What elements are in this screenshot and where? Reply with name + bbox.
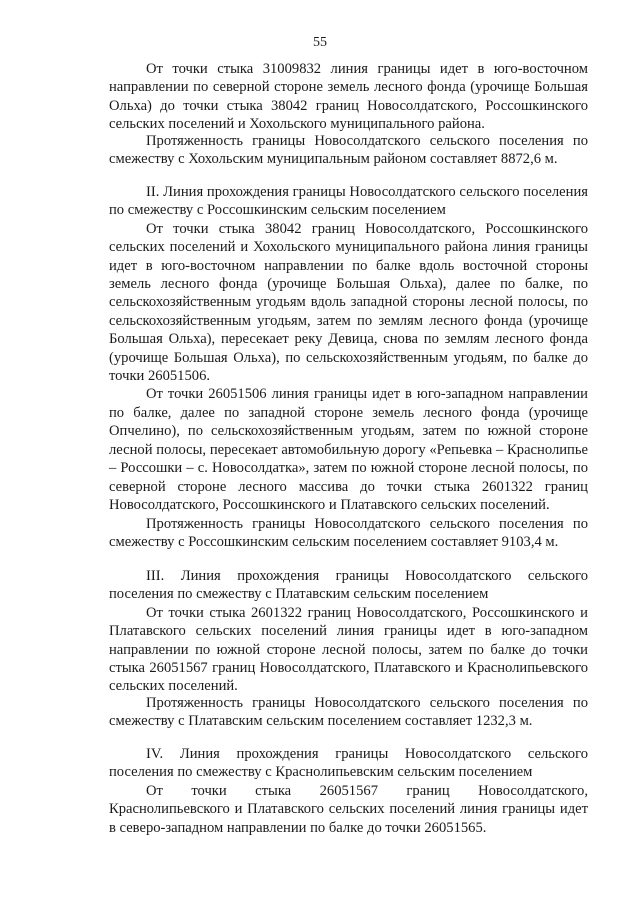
paragraph: Протяженность границы Новосолдатского сельского поселения по смежеству с Россошкинским сельским поселением составляет 9103,4 м. (109, 516, 588, 551)
paragraph: От точки 26051506 линия границы идет в юго-западном направлении по балке, далее по западной стороне земель лесного фонда (урочище Опчелино), по сельскохозяйственным угодьям, затем по южной стороне лесной полосы, пересекает автомобильную дорогу «Репьевка – Краснолипье – Россошки – с. Новосолдатка», затем по южной стороне лесной полосы, по северной стороне лесного массива до точки стыка 2601322 границ Новосолдатского, Россошкинского и Платавского сельских поселений. (109, 386, 588, 513)
section-3 (109, 567, 588, 696)
page-number: 55 (313, 35, 327, 50)
paragraph: Протяженность границы Новосолдатского сельского поселения по смежеству с Платавским сельским поселением составляет 1232,3 м. (109, 695, 588, 730)
section-4 (109, 745, 588, 837)
paragraph: От точки стыка 31009832 линия границы идет в юго-восточном направлении по северной стороне земель лесного фонда (урочище Большая Ольха) до точки стыка 38042 границ Новосолдатского, Россошкинского сельских поселений и Хохольского муниципального района. (109, 61, 588, 133)
paragraph: III. Линия прохождения границы Новосолдатского сельского поселения по смежеству с Платавским сельским поселением (109, 568, 588, 603)
text-block-6 (109, 694, 588, 731)
paragraph: Протяженность границы Новосолдатского сельского поселения по смежеству с Хохольским муниципальным районом составляет 8872,6 м. (109, 133, 588, 168)
paragraph: II. Линия прохождения границы Новосолдатского сельского поселения по смежеству с Россошкинским сельским поселением (109, 184, 588, 219)
paragraph: IV. Линия прохождения границы Новосолдатского сельского поселения по смежеству с Краснолипьевским сельским поселением (109, 746, 588, 781)
section-2 (109, 183, 588, 514)
text-block-2 (109, 132, 588, 169)
paragraph: От точки стыка 38042 границ Новосолдатского, Россошкинского сельских поселений и Хохольского муниципального района линия границы идет в юго-восточном направлении по балке вдоль восточной стороны земель лесного фонда (урочище Большая Ольха), далее по балке, по сельскохозяйственным угодьям вдоль западной стороны лесной полосы, по сельскохозяйственным угодьям, затем по землям лесного фонда (урочище Большая Ольха), пересекает реку Девица, снова по землям лесного фонда (урочище Большая Ольха), по сельскохозяйственным угодьям, по балке до точки 26051506. (109, 220, 588, 385)
paragraph: От точки стыка 26051567 границ Новосолдатского, Краснолипьевского и Платавского сельских поселений линия границы идет в северо-западном направлении по балке до точки 26051565. (109, 782, 588, 836)
text-block-1 (109, 60, 588, 134)
paragraph: От точки стыка 2601322 границ Новосолдатского, Россошкинского и Платавского сельских поселений линия границы идет в юго-западном направлении по южной стороне лесной полосы, затем по балке до точки стыка 26051567 границ Новосолдатского, Платавского и Краснолипьевского сельских поселений. (109, 604, 588, 695)
text-block-4 (109, 515, 588, 552)
